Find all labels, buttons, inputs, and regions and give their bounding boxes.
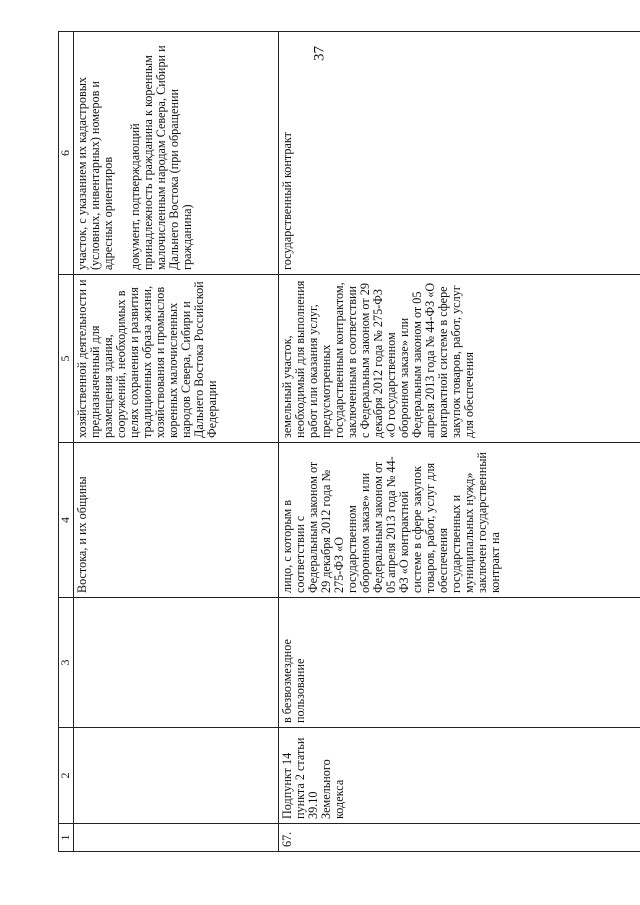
applicant-cell: лицо, с которым в соответствии с Федеральным законом от 29 декабря 2012 года № 275-ФЗ «О государственном оборонном заказе» или Федеральным законом от 05 апреля 2013 года № 44-ФЗ «О контрактной системе в сфере закупок товаров, работ, услуг для обеспечения государственных и муниципальных нужд» заключен государственный контракт на	[279, 443, 640, 598]
land-plot-cell: земельный участок, необходимый для выполнения работ или оказания услуг, предусмотренных государственным контрактом, заключенным в соответствии с Федеральным законом от 29 декабря 2012 года № 275-ФЗ «О государственном оборонном заказе» или Федеральным законом от 05 апреля 2013 года № 44-ФЗ «О контрактной системе в сфере закупок товаров, работ, услуг для обеспечения	[279, 275, 640, 443]
right-type-cell: в безвозмездное пользование	[279, 598, 640, 728]
page-number: 37	[311, 46, 328, 61]
documents-text: участок, с указанием их кадастровых (условных, инвентарных) номеров и адресных ориентиров	[75, 77, 115, 270]
header-cell: 5	[59, 275, 74, 443]
header-cell: 2	[59, 728, 74, 824]
header-cell: 3	[59, 598, 74, 728]
table-header-row	[59, 32, 74, 852]
table-row	[279, 32, 640, 852]
header-cell: 4	[59, 443, 74, 598]
table-row	[74, 32, 279, 852]
row-number-cell: 67.	[279, 824, 640, 852]
header-cell: 6	[59, 32, 74, 275]
header-cell: 1	[59, 824, 74, 852]
legal-basis-cell	[74, 728, 279, 824]
rotated-table-container	[58, 32, 640, 852]
documents-cell	[74, 32, 279, 275]
applicant-cell: Востока, и их общины	[74, 443, 279, 598]
row-number-cell	[74, 824, 279, 852]
land-plot-cell: хозяйственной деятельности и предназначенный для размещения здания, сооружений, необходимых в целях сохранения и развития традиционных образа жизни, хозяйствования и промыслов коренных малочисленных народов Севера, Сибири и Дальнего Востока Российской Федерации	[74, 275, 279, 443]
legal-basis-cell: Подпункт 14 пункта 2 статьи 39.10 Земельного кодекса	[279, 728, 640, 824]
right-type-cell	[74, 598, 279, 728]
documents-text: документ, подтверждающий принадлежность гражданина к коренным малочисленным народам Севера, Сибири и Дальнего Востока (при обращении гражданина)	[128, 45, 194, 270]
documents-cell: государственный контракт	[279, 32, 640, 275]
land-provision-table	[58, 31, 640, 852]
